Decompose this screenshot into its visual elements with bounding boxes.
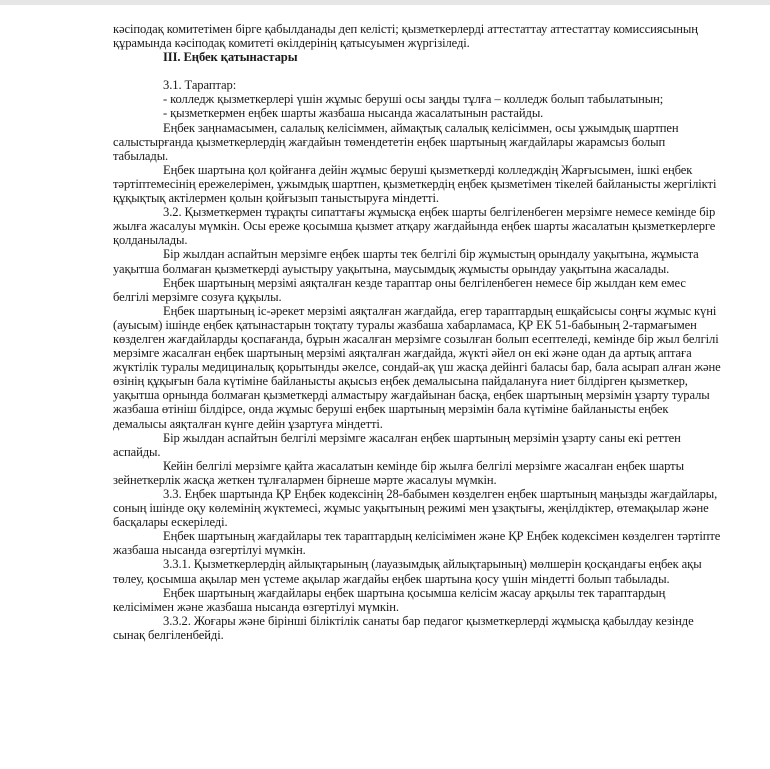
paragraph: Еңбек шартының іс-әрекет мерзімі аяқталған жағдайда, егер тараптардың ешқайсысы соңғы жұмыс күні (ауысым) ішінде еңбек қатынастарын тоқтату туралы жазбаша хабарламаса, ҚР ЕК 51-бабының 2-тармағымен көзделген жағдайларды қоспағанда, бұрын жасалған мерзімге созылған болып есептеледі, кемінде бір жыл белгілі мерзімге жасалған еңбек шартының мерзімі аяқталған жағдайда, жүкті әйел он екі және одан да артық аптаға жүктілік туралы медициналық қорытынды әкелсе, сондай-ақ үш жасқа дейінгі баласы бар, бала асырап алған және өзінің құқығын бала күтіміне байланысты ақысыз еңбек демалысына пайдалануға ниет білдірген қызметкер, уақытша орнында болмаған қызметкерді алмастыру жағдайынан басқа, еңбек шартының мерзімін ұзарту туралы жазбаша өтініш білдірсе, онда жұмыс беруші еңбек шартының мерзімін бала күтіміне байланысты еңбек демалысы аяқталған күнге дейін ұзартуға міндетті. (113, 303, 721, 431)
paragraph: 3.2. Қызметкермен тұрақты сипаттағы жұмысқа еңбек шарты белгіленбеген мерзімге немесе кемінде бір жылға жасалуы мүмкін. Осы ереже қосымша қызмет атқару жағдайында еңбек шарты жасалатын қызметкерлерге қолданылады. (113, 205, 716, 248)
section-heading: III. Еңбек қатынастары (163, 50, 298, 65)
paragraph: Еңбек шартының жағдайлары тек тараптардың келісімімен және ҚР Еңбек кодексімен көзделген тәртіпте жазбаша нысанда өзгертілуі мүмкін. (113, 529, 721, 558)
paragraph: 3.3.2. Жоғары және бірінші біліктілік санаты бар педагог қызметкерлерді жұмысқа қабылдау кезінде сынақ белгіленбейді. (113, 613, 694, 642)
paragraph: - колледж қызметкерлері үшін жұмыс беруші осы заңды тұлға – колледж болып табылатынын; (163, 92, 664, 107)
paragraph: Еңбек заңнамасымен, салалық келісіммен, аймақтық салалық келісіммен, осы ұжымдық шартпен салыстырғанда қызметкерлердің жағдайын төмендететін еңбек шартының жағдайлары жарамсыз болып табылады. (113, 120, 679, 163)
paragraph: 3.3. Еңбек шартында ҚР Еңбек кодексінің 28-бабымен көзделген еңбек шартының маңызды жағдайлары, соның ішінде оқу көлемінің жүктемесі, жұмыс уақытының режимі мен ұзақтығы, жеңілдіктер, өтемақылар және басқалары ескеріледі. (113, 487, 718, 530)
paragraph: Еңбек шартының жағдайлары еңбек шартына қосымша келісім жасау арқылы тек тараптардың келісімімен және жазбаша нысанда өзгертілуі мүмкін. (113, 585, 666, 614)
paragraph: Кейін белгілі мерзімге қайта жасалатын кемінде бір жылға белгілі мерзімге жасалған еңбек шарты зейнеткерлік жасқа жеткен тұлғалармен бірнеше мәрте жасалуы мүмкін. (113, 458, 684, 487)
paragraph: - қызметкермен еңбек шарты жазбаша нысанда жасалатынын растайды. (163, 106, 544, 121)
document-page (113, 22, 723, 642)
paragraph: 3.1. Тараптар: (163, 78, 237, 93)
paragraph: Бір жылдан аспайтын белгілі мерзімге жасалған еңбек шартының мерзімін ұзарту саны екі реттен аспайды. (113, 430, 681, 459)
paragraph: Еңбек шартының мерзімі аяқталған кезде тараптар оны белгіленбеген немесе бір жылдан кем емес белгілі мерзімге созуға құқылы. (113, 275, 686, 304)
viewer-top-bar (0, 0, 770, 5)
paragraph-spacer (113, 64, 723, 78)
paragraph: Еңбек шартына қол қойғанға дейін жұмыс беруші қызметкерді колледждің Жарғысымен, ішкі еңбек тәртіптемесінің ережелерімен, ұжымдық шартпен, қызметкердің еңбек қызметімен тікелей байланысты жергілікті құқықтық актілермен қолын қойғызып таныстыруға міндетті. (113, 162, 717, 206)
paragraph: кәсіподақ комитетімен бірге қабылданады деп келісті; қызметкерлерді аттестаттау аттестаттау комиссиясының құрамында кәсіподақ комитеті өкілдерінің қатысуымен жүргізіледі. (113, 22, 698, 51)
paragraph: 3.3.1. Қызметкерлердің айлықтарының (лауазымдық айлықтарының) мөлшерін қосқандағы еңбек ақы төлеу, қосымша ақылар мен үстеме ақылар жағдайы еңбек шартына қосу үшін міндетті болып табылады. (113, 557, 702, 586)
paragraph: Бір жылдан аспайтын мерзімге еңбек шарты тек белгілі бір жұмыстың орындалу уақытына, жұмыста уақытша болмаған қызметкерді ауыстыру уақытына, маусымдық жұмысты орындау уақытына жасалады. (113, 247, 699, 276)
